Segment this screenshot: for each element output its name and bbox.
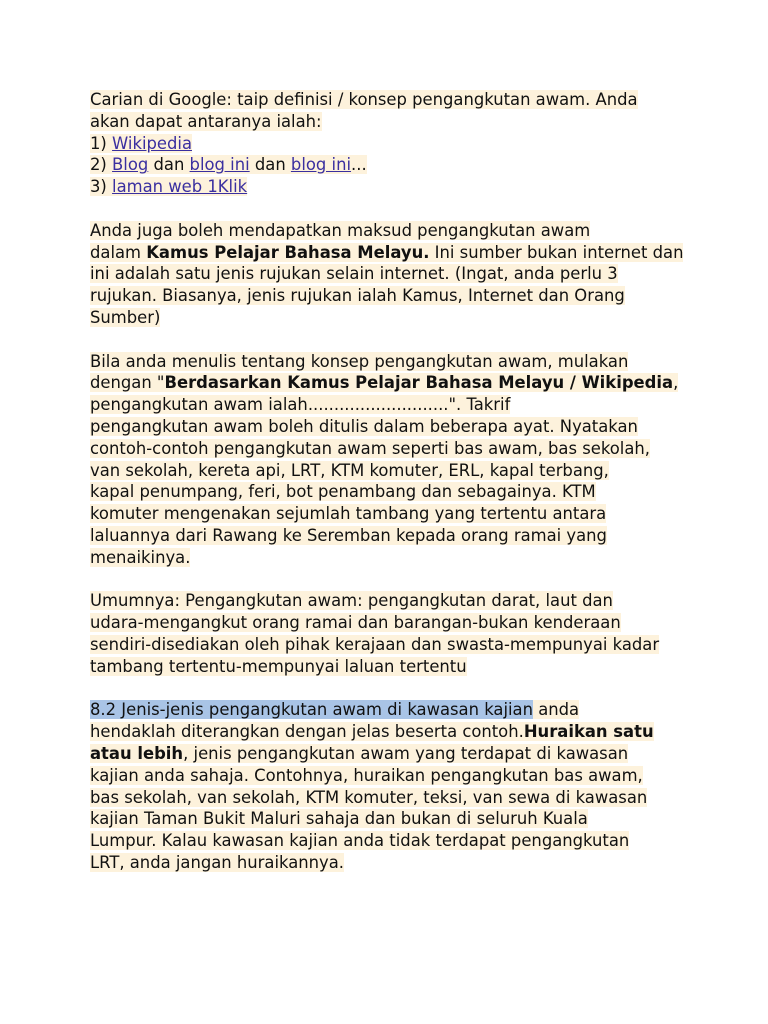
text-run: contoh-contoh pengangkutan awam seperti bas awam, bas sekolah, (90, 438, 650, 458)
bold-text: Berdasarkan Kamus Pelajar Bahasa Melayu / Wikipedia (164, 373, 674, 393)
text-line (90, 220, 690, 242)
text-run (90, 722, 654, 741)
text-run: Ini sumber bukan internet dan (429, 242, 684, 262)
text-line (90, 111, 690, 133)
text-line (90, 285, 690, 307)
text-line (90, 416, 690, 438)
paragraph-kamus (90, 220, 690, 329)
text-line (90, 634, 690, 656)
list-number: 3) (90, 177, 113, 197)
paragraph-jenis-jenis (90, 699, 690, 873)
text-run: anda (533, 700, 580, 720)
text-run: kajian Taman Bukit Maluri sahaja dan bukan di seluruh Kuala (90, 809, 588, 829)
paragraph-umumnya (90, 590, 690, 677)
text-run: Sumber) (90, 307, 161, 327)
text-run (90, 744, 628, 763)
paragraph-konsep (90, 351, 690, 569)
blog-ini-link-1[interactable]: blog ini (189, 155, 250, 175)
paragraph-google-search (90, 89, 690, 198)
text-run: dan (148, 155, 190, 175)
list-item (90, 176, 690, 198)
text-line (90, 765, 690, 787)
text-run: pengangkutan awam boleh ditulis dalam beberapa ayat. Nyatakan (90, 416, 638, 436)
text-run: LRT, anda jangan huraikannya. (90, 852, 344, 872)
wikipedia-link[interactable]: Wikipedia (112, 133, 192, 153)
text-run: Carian di Google: taip definisi / konsep pengangkutan awam. Anda (90, 90, 638, 109)
text-run (90, 243, 683, 262)
list-item-content (90, 155, 367, 174)
text-run: komuter mengenakan sejumlah tambang yang tertentu antara (90, 504, 607, 524)
document-page (90, 89, 690, 895)
text-line (90, 460, 690, 482)
text-run: Lumpur. Kalau kawasan kajian anda tidak terdapat pengangkutan (90, 831, 630, 851)
text-line (90, 656, 690, 678)
text-run: laluannya dari Rawang ke Seremban kepada orang ramai yang (90, 525, 607, 545)
text-run: akan dapat antaranya ialah: (90, 111, 322, 131)
text-line (90, 372, 690, 394)
bold-text: Kamus Pelajar Bahasa Melayu. (146, 242, 430, 262)
text-line (90, 590, 690, 612)
list-item-content (90, 177, 247, 196)
list-item (90, 133, 690, 155)
text-run: bas sekolah, van sekolah, KTM komuter, teksi, van sewa di kawasan (90, 787, 648, 807)
text-run (90, 373, 678, 392)
text-run: kajian anda sahaja. Contohnya, huraikan pengangkutan bas awam, (90, 765, 643, 785)
text-line (90, 263, 690, 285)
text-run: udara-mengangkut orang ramai dan barangan-bukan kenderaan (90, 613, 621, 633)
text-line (90, 307, 690, 329)
text-line (90, 89, 690, 111)
bold-text: Huraikan satu (523, 722, 654, 742)
text-line (90, 438, 690, 460)
text-line (90, 242, 690, 264)
blog-ini-link-2[interactable]: blog ini (290, 155, 352, 175)
text-run: Anda juga boleh mendapatkan maksud pengangkutan awam (90, 220, 591, 240)
text-line (90, 699, 690, 721)
text-run: dalam (90, 242, 147, 262)
text-line (90, 787, 690, 809)
text-run: , (673, 373, 679, 393)
list-item-content (90, 134, 192, 153)
list-number: 1) (90, 133, 113, 153)
text-run: ... (351, 155, 367, 175)
text-run: tambang tertentu-mempunyai laluan tertentu (90, 656, 467, 676)
text-line (90, 852, 690, 874)
blog-link[interactable]: Blog (112, 155, 149, 175)
list-number: 2) (90, 155, 113, 175)
text-line (90, 721, 690, 743)
text-line (90, 525, 690, 547)
text-run: ini adalah satu jenis rujukan selain internet. (Ingat, anda perlu 3 (90, 264, 618, 284)
text-run: sendiri-disediakan oleh pihak kerajaan dan swasta-mempunyai kadar (90, 634, 660, 654)
text-line (90, 547, 690, 569)
list-item (90, 154, 690, 176)
text-line (90, 808, 690, 830)
text-line (90, 394, 690, 416)
text-run: hendaklah diterangkan dengan jelas beserta contoh. (90, 722, 524, 742)
text-run: , jenis pengangkutan awam yang terdapat di kawasan (183, 743, 629, 763)
bold-text: atau lebih (90, 743, 184, 763)
text-line (90, 481, 690, 503)
text-line (90, 743, 690, 765)
text-run: pengangkutan awam ialah...........................". Takrif (90, 395, 511, 415)
text-line (90, 830, 690, 852)
text-run: rujukan. Biasanya, jenis rujukan ialah Kamus, Internet dan Orang (90, 286, 625, 306)
text-run: menaikinya. (90, 547, 191, 567)
text-run: Bila anda menulis tentang konsep pengangkutan awam, mulakan (90, 351, 629, 371)
text-run: kapal penumpang, feri, bot penambang dan sebagainya. KTM (90, 482, 596, 502)
text-run: Umumnya: Pengangkutan awam: pengangkutan darat, laut dan (90, 591, 613, 611)
laman-web-1klik-link[interactable]: laman web 1Klik (112, 177, 248, 197)
text-line (90, 351, 690, 373)
selected-text[interactable]: 8.2 Jenis-jenis pengangkutan awam di kawasan kajian (90, 700, 533, 720)
text-run: van sekolah, kereta api, LRT, KTM komuter, ERL, kapal terbang, (90, 460, 609, 480)
text-line (90, 612, 690, 634)
text-run: dan (249, 155, 291, 175)
text-line (90, 503, 690, 525)
text-run: dengan " (90, 373, 165, 393)
